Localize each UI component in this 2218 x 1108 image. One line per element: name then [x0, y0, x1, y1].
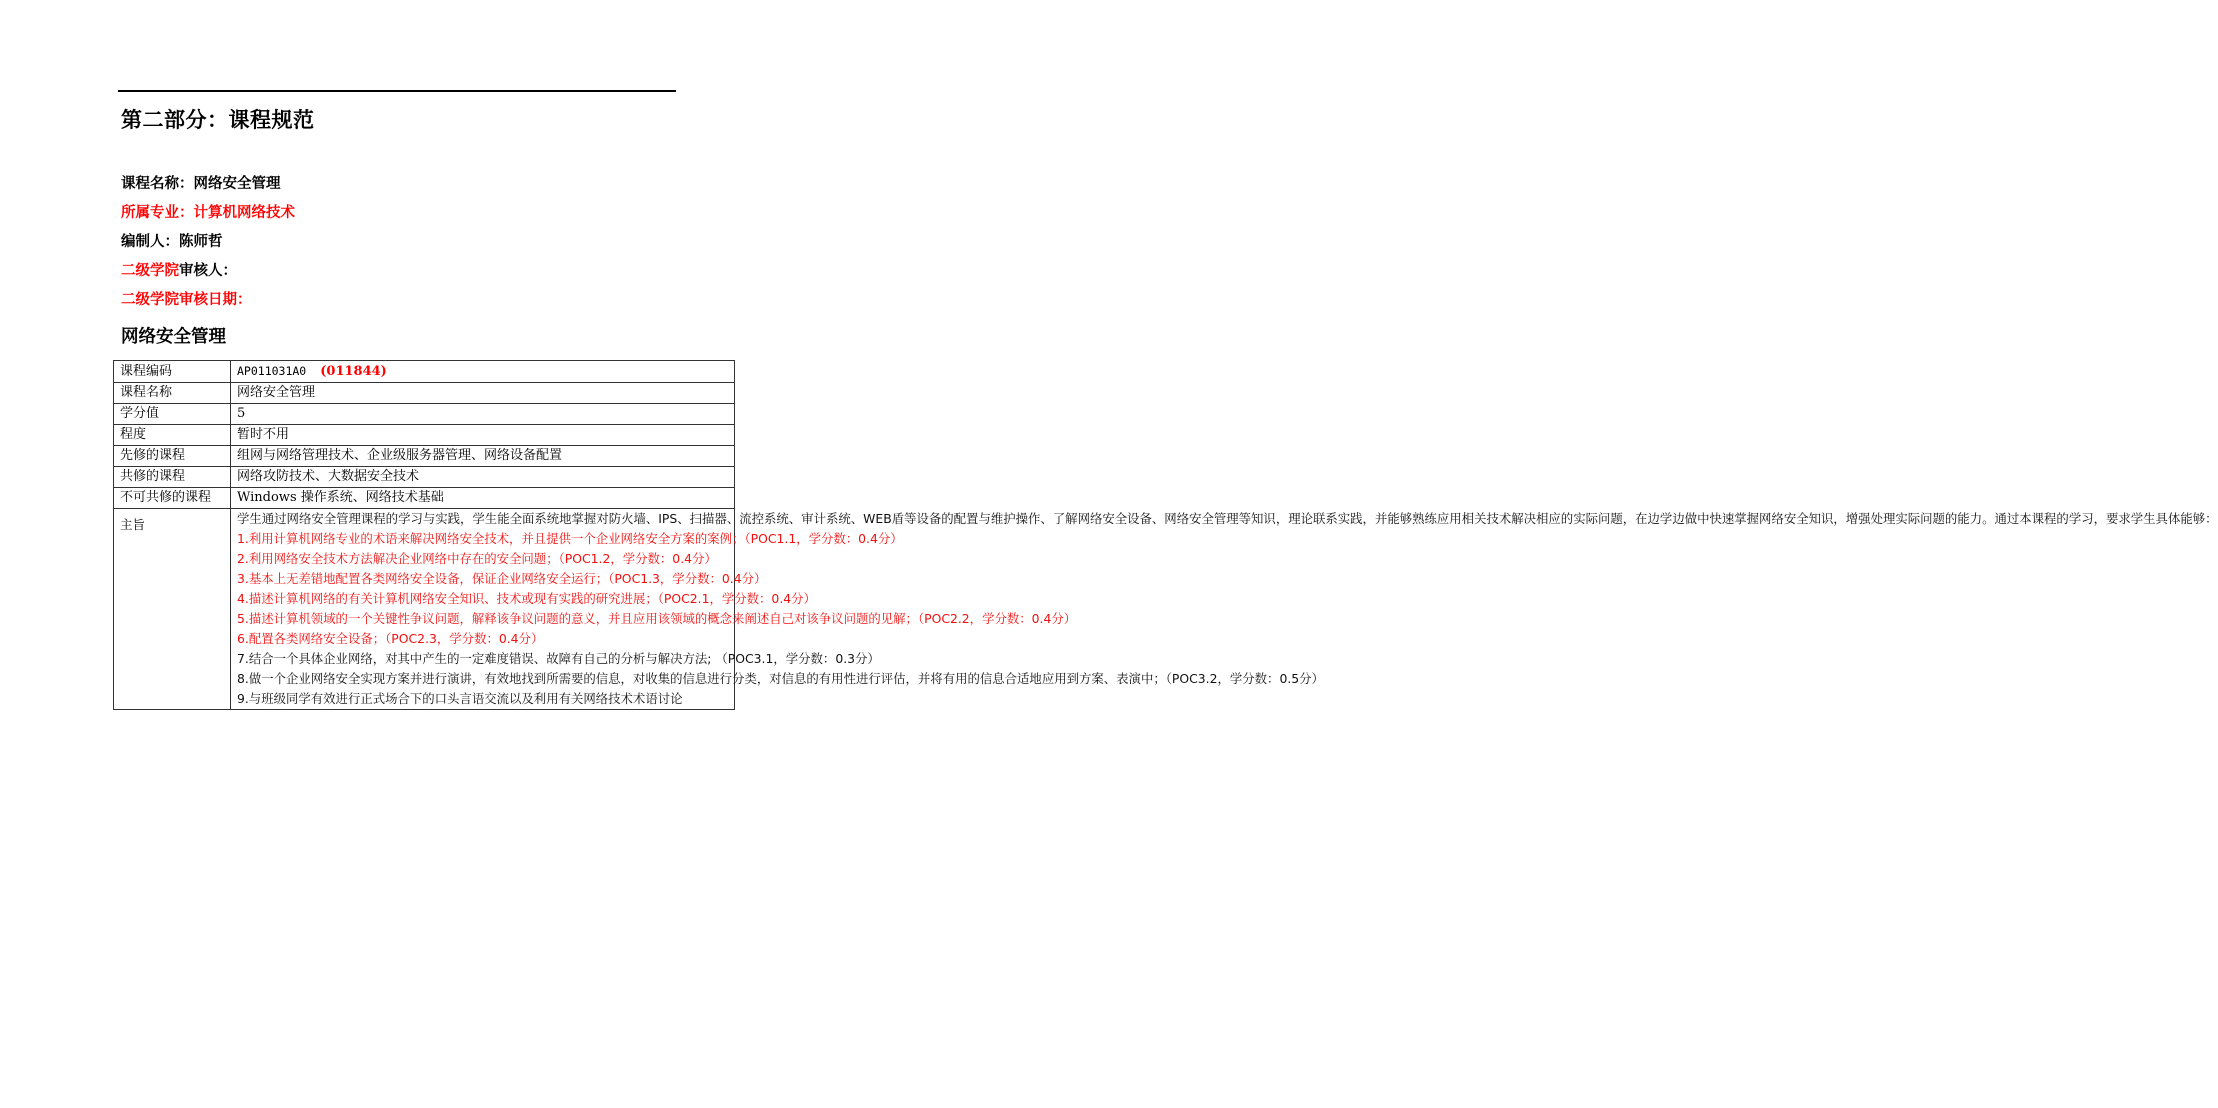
table-row [114, 446, 735, 467]
meta-reviewer [121, 259, 237, 280]
aim-intro: 学生通过网络安全管理课程的学习与实践，学生能全面系统地掌握对防火墙、IPS、扫描器、流控系统、审计系统、WEB盾等设备的配置与维护操作、了解网络安全设备、网络安全管理等知识，理论联系实践，并能够熟练应用相关技术解决相应的实际问题，在边学边做中快速掌握网络安全知识，增强处理实际问题的能力。通过本课程的学习，要求学生具体能够： [237, 511, 2218, 526]
meta-compiler-value: 陈师哲 [179, 234, 223, 250]
table-row [114, 404, 735, 425]
objective-item: 3.基本上无差错地配置各类网络安全设备，保证企业网络安全运行；（POC1.3，学分数：0.4分） [237, 571, 767, 586]
meta-course-name-value: 网络安全管理 [193, 176, 281, 192]
meta-major-label: 所属专业： [121, 205, 194, 221]
objective-item: 2.利用网络安全技术方法解决企业网络中存在的安全问题；（POC1.2，学分数：0.4分） [237, 551, 717, 566]
meta-course-name-label: 课程名称： [121, 176, 194, 192]
meta-course-name [121, 172, 281, 193]
row-label: 课程编码 [114, 361, 231, 383]
part-title: 第二部分：课程规范 [121, 108, 315, 132]
meta-major [121, 201, 295, 222]
objective-item: 5.描述计算机领域的一个关键性争议问题，解释该争议问题的意义，并且应用该领域的概念来阐述自己对该争议问题的见解；（POC2.2，学分数：0.4分） [237, 611, 1077, 626]
aim-content [231, 509, 2218, 710]
course-code: AP011031A0 [237, 364, 307, 378]
table-row-aim [114, 509, 735, 710]
table-row [114, 361, 735, 383]
row-value: 暂时不用 [231, 425, 735, 446]
meta-reviewer-label-red: 二级学院 [121, 263, 179, 279]
aim-label: 主旨 [120, 517, 146, 532]
row-value: 5 [231, 404, 735, 425]
row-value: 网络攻防技术、大数据安全技术 [231, 467, 735, 488]
row-label: 不可共修的课程 [114, 488, 231, 509]
row-value [231, 361, 735, 383]
meta-review-date [121, 288, 252, 309]
objective-item: 8.做一个企业网络安全实现方案并进行演讲，有效地找到所需要的信息，对收集的信息进行分类，对信息的有用性进行评估，并将有用的信息合适地应用到方案、表演中；（POC3.2，学分数：0.5分） [237, 671, 1324, 686]
meta-reviewer-label: 审核人： [179, 263, 237, 279]
table-row [114, 488, 735, 509]
table-row [114, 383, 735, 404]
row-label: 共修的课程 [114, 467, 231, 488]
course-spec-table [113, 360, 2218, 710]
row-label: 程度 [114, 425, 231, 446]
meta-compiler-label: 编制人： [121, 234, 179, 250]
objective-item: 9.与班级同学有效进行正式场合下的口头言语交流以及利用有关网络技术术语讨论 [237, 691, 683, 706]
row-label: 先修的课程 [114, 446, 231, 467]
row-value: Windows 操作系统、网络技术基础 [231, 488, 735, 509]
meta-major-value: 计算机网络技术 [193, 205, 295, 221]
objective-item: 1.利用计算机网络专业的术语来解决网络安全技术，并且提供一个企业网络安全方案的案例；（POC1.1，学分数：0.4分） [237, 531, 903, 546]
row-value: 网络安全管理 [231, 383, 735, 404]
row-label: 学分值 [114, 404, 231, 425]
meta-compiler [121, 230, 223, 251]
objective-item: 6.配置各类网络安全设备；（POC2.3，学分数：0.4分） [237, 631, 544, 646]
section-title: 网络安全管理 [121, 327, 226, 347]
objective-item: 4.描述计算机网络的有关计算机网络安全知识、技术或现有实践的研究进展；（POC2.1，学分数：0.4分） [237, 591, 816, 606]
objective-item: 7.结合一个具体企业网络，对其中产生的一定难度错误、故障有自己的分析与解决方法; （POC3.1，学分数：0.3分） [237, 651, 880, 666]
row-value: 组网与网络管理技术、企业级服务器管理、网络设备配置 [231, 446, 735, 467]
course-code-extra: (011844) [320, 364, 387, 379]
row-label-aim [114, 509, 231, 710]
table-row [114, 425, 735, 446]
table-row [114, 467, 735, 488]
row-label: 课程名称 [114, 383, 231, 404]
header-rule [118, 90, 676, 92]
meta-review-date-label: 二级学院审核日期： [121, 292, 252, 308]
